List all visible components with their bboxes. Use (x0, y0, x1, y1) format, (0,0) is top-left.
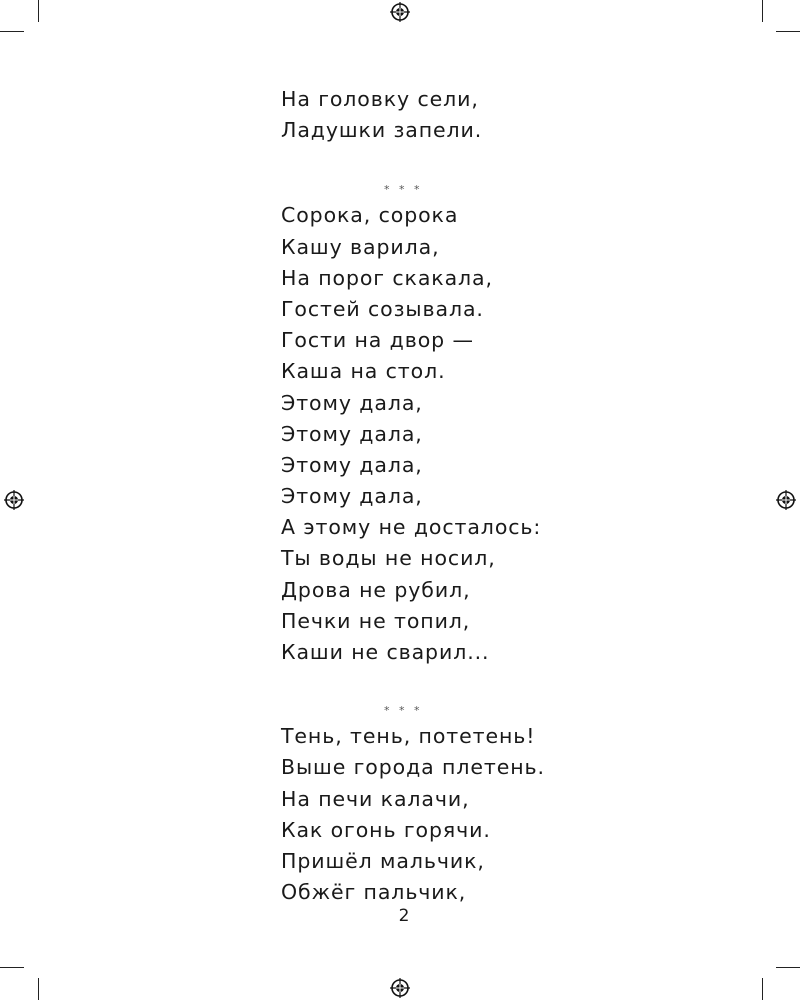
section-divider: * * * (384, 183, 423, 197)
poem-1-ending (281, 84, 641, 146)
poem-2 (281, 200, 641, 668)
verse-line: Тень, тень, потетень! (281, 724, 536, 749)
section-divider: * * * (384, 704, 423, 718)
poem-3 (281, 721, 641, 908)
crop-mark-top-right (762, 0, 763, 22)
verse-line: Как огонь горячи. (281, 817, 491, 842)
verse-line: Каша на стол. (281, 359, 446, 384)
verse-line: На печи калачи, (281, 786, 470, 811)
crop-mark-bottom-left (38, 978, 39, 1000)
verse-line: Дрова не рубил, (281, 577, 471, 602)
registration-mark-right-icon (775, 489, 797, 511)
verse-line: А этому не досталось: (281, 515, 542, 540)
poem-text (281, 84, 641, 908)
verse-line: На головку сели, (281, 87, 479, 111)
verse-line: Гостей созывала. (281, 296, 484, 321)
crop-mark-bottom-left-h (0, 967, 24, 968)
verse-line: Обжёг пальчик, (281, 880, 467, 905)
registration-mark-bottom-icon (389, 977, 411, 999)
verse-line: Ладушки запели. (281, 118, 483, 143)
crop-mark-top-right-h (776, 31, 800, 32)
verse-line: Этому дала, (281, 484, 423, 509)
verse-line: На порог скакала, (281, 265, 493, 290)
verse-line: Выше города плетень. (281, 755, 545, 780)
registration-mark-top-icon (389, 1, 411, 23)
verse-line: Каши не сварил... (281, 640, 490, 664)
page-number: 2 (398, 906, 410, 926)
verse-line: Сорока, сорока (281, 203, 459, 228)
crop-mark-top-left-h (0, 31, 24, 32)
crop-mark-bottom-right-h (776, 967, 800, 968)
verse-line: Ты воды не носил, (281, 546, 496, 571)
verse-line: Гости на двор — (281, 328, 474, 353)
verse-line: Печки не топил, (281, 608, 471, 633)
verse-line: Этому дала, (281, 421, 423, 446)
verse-line: Пришёл мальчик, (281, 848, 485, 873)
verse-line: Этому дала, (281, 452, 423, 477)
crop-mark-bottom-right (762, 978, 763, 1000)
verse-line: Этому дала, (281, 390, 423, 415)
crop-mark-top-left (38, 0, 39, 22)
registration-mark-left-icon (3, 489, 25, 511)
verse-line: Кашу варила, (281, 234, 440, 259)
